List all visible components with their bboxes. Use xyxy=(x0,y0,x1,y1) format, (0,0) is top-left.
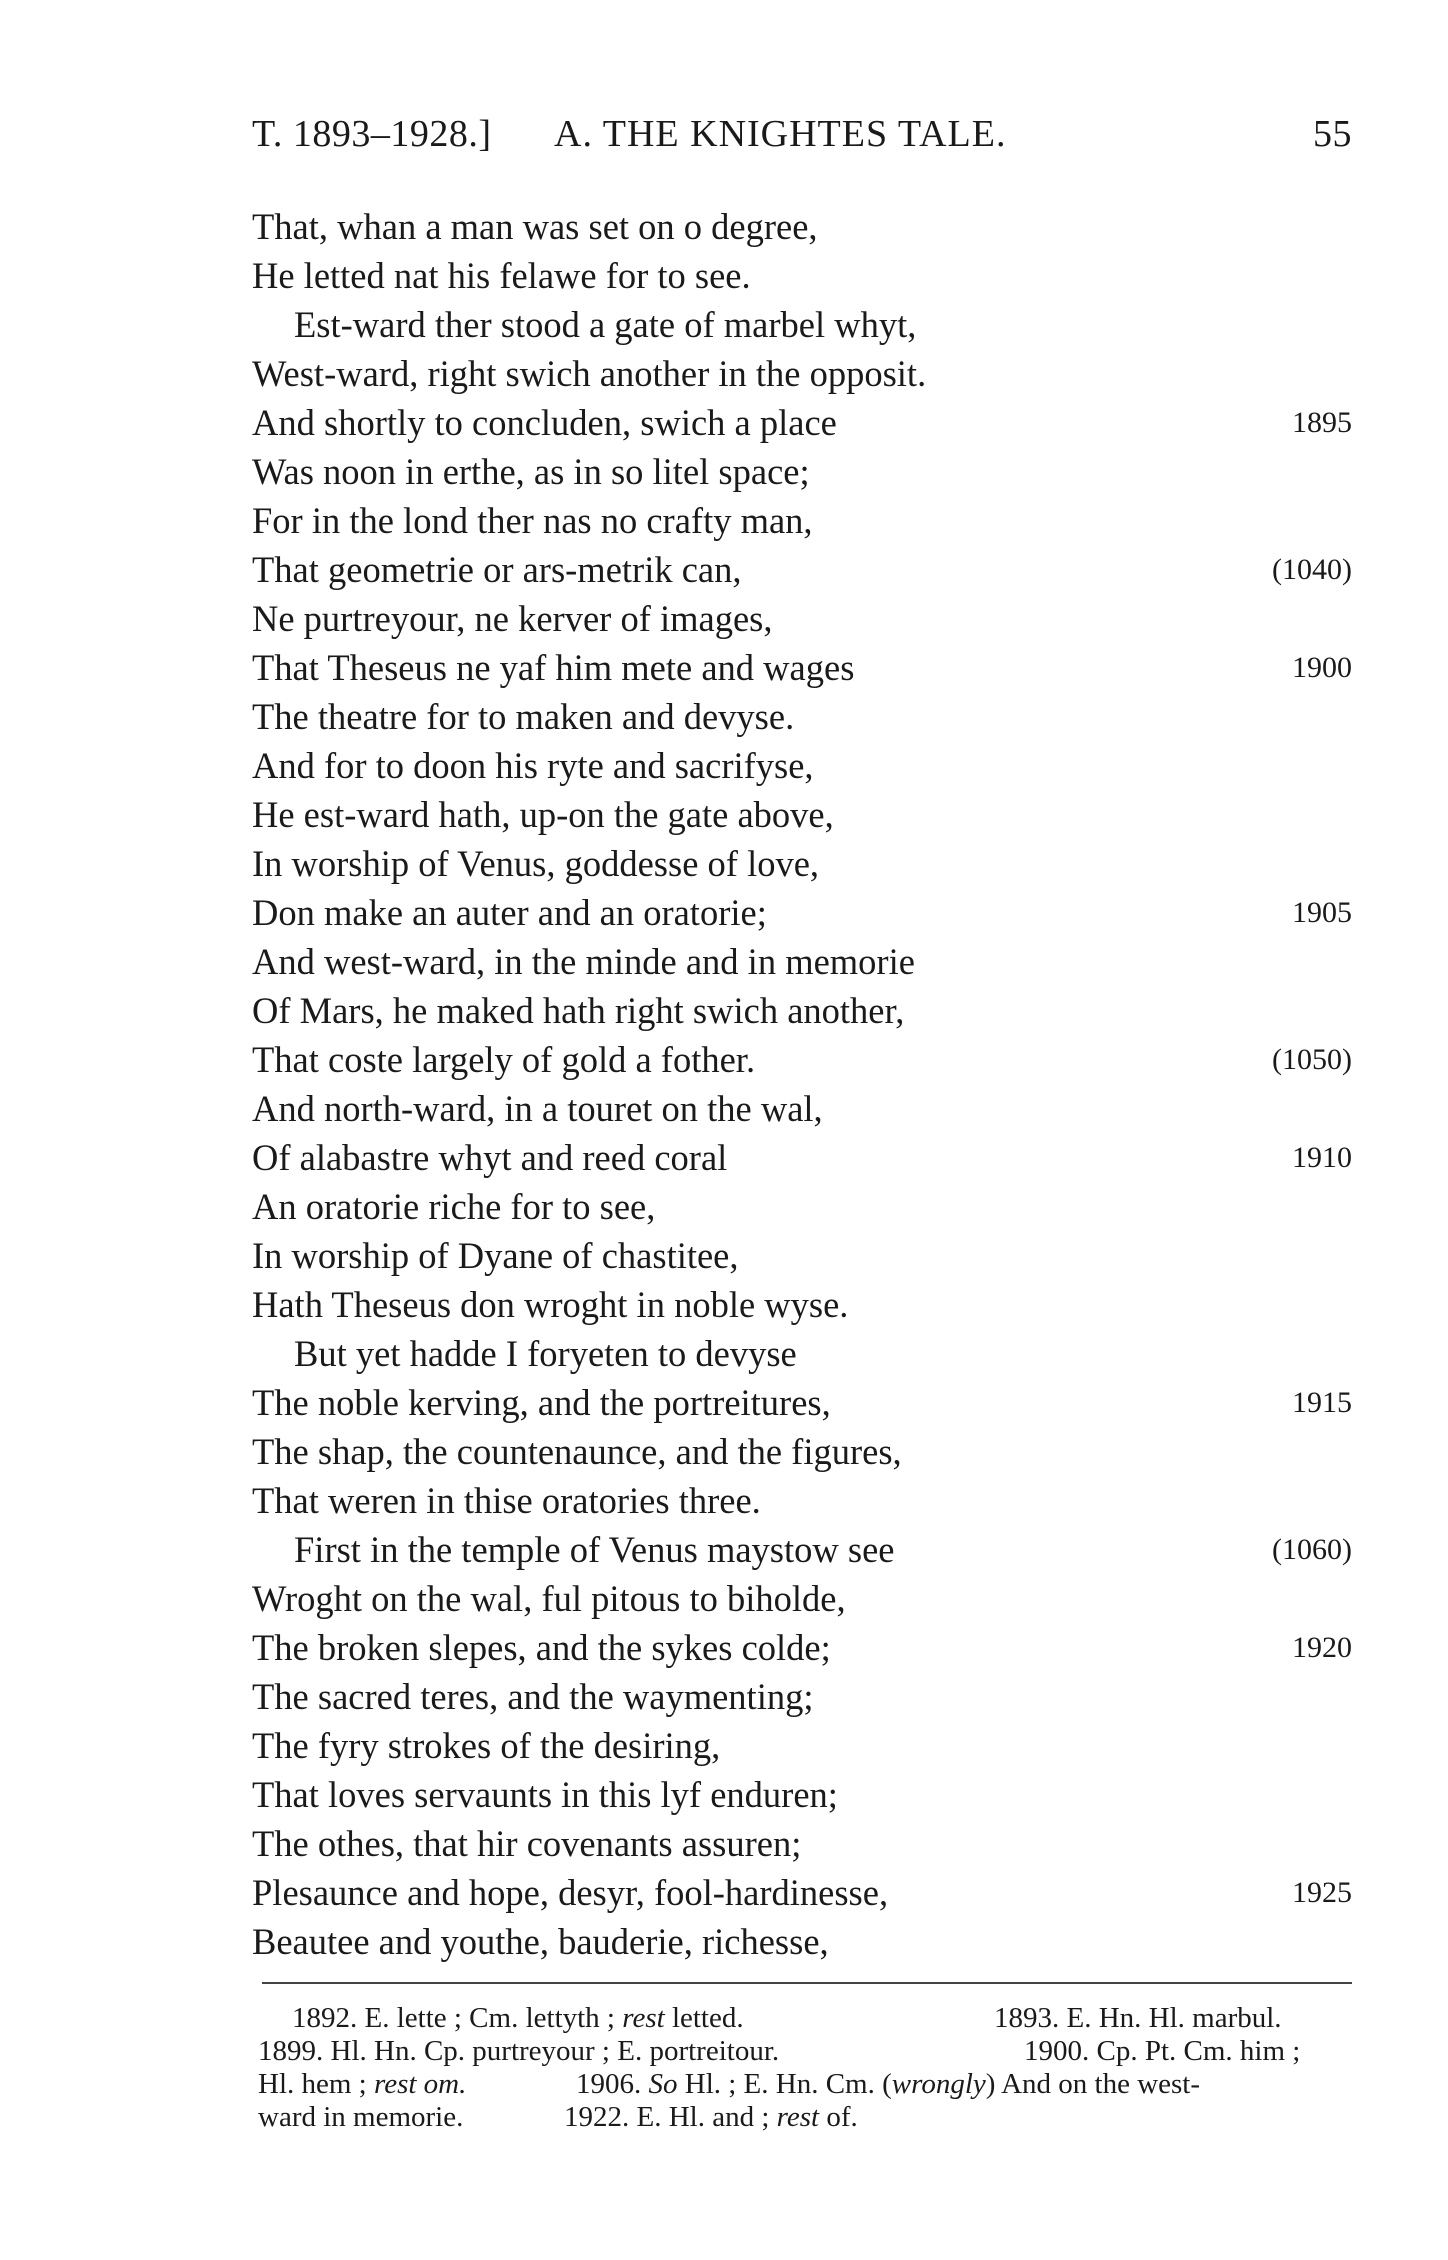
header-title: A. THE KNIGHTES TALE. xyxy=(554,113,1007,155)
verse-line xyxy=(252,692,1352,741)
verse-line xyxy=(252,1280,1352,1329)
verse-text: The sacred teres, and the waymenting; xyxy=(252,1676,814,1717)
verse-line xyxy=(252,398,1352,447)
line-number: (1040) xyxy=(1272,553,1352,586)
verse-line xyxy=(252,1623,1352,1672)
verse-text: And for to doon his ryte and sacrifyse, xyxy=(252,745,814,786)
page-number: 55 xyxy=(1313,113,1352,155)
verse-line xyxy=(252,1378,1352,1427)
line-number: 1905 xyxy=(1292,896,1352,929)
verse-line xyxy=(252,839,1352,888)
verse-text: Of alabastre whyt and reed coral xyxy=(252,1137,728,1178)
verse-line xyxy=(252,1770,1352,1819)
verse-text: Hath Theseus don wroght in noble wyse. xyxy=(252,1284,849,1325)
verse-line xyxy=(252,790,1352,839)
footnotes xyxy=(258,2002,1352,2134)
verse-text: In worship of Venus, goddesse of love, xyxy=(252,843,820,884)
verse-text: And shortly to concluden, swich a place xyxy=(252,402,837,443)
running-header xyxy=(252,112,1352,162)
verse-line xyxy=(252,1231,1352,1280)
footnote-line xyxy=(258,2068,1352,2101)
verse-text: But yet hadde I foryeten to devyse xyxy=(294,1333,797,1374)
verse-line xyxy=(252,447,1352,496)
verse-text: And north-ward, in a touret on the wal, xyxy=(252,1088,823,1129)
verse-line xyxy=(252,300,1352,349)
line-number: 1910 xyxy=(1292,1141,1352,1174)
verse-text: Est-ward ther stood a gate of marbel whyt, xyxy=(294,304,917,345)
verse-line xyxy=(252,937,1352,986)
line-number: 1925 xyxy=(1292,1876,1352,1909)
verse-line xyxy=(252,888,1352,937)
verse-text: An oratorie riche for to see, xyxy=(252,1186,656,1227)
footnote-rule xyxy=(262,1982,1352,1984)
verse-line xyxy=(252,643,1352,692)
verse-text: Don make an auter and an oratorie; xyxy=(252,892,767,933)
poem-text xyxy=(252,202,1352,1966)
verse-line xyxy=(252,1721,1352,1770)
verse-text: He letted nat his felawe for to see. xyxy=(252,255,751,296)
verse-line xyxy=(252,349,1352,398)
verse-text: First in the temple of Venus maystow see xyxy=(294,1529,895,1570)
footnote-line xyxy=(258,2101,1352,2134)
verse-text: That geometrie or ars-metrik can, xyxy=(252,549,742,590)
verse-line xyxy=(252,1672,1352,1721)
verse-line xyxy=(252,594,1352,643)
verse-text: The theatre for to maken and devyse. xyxy=(252,696,795,737)
verse-text: That, whan a man was set on o degree, xyxy=(252,206,818,247)
line-number: 1920 xyxy=(1292,1631,1352,1664)
verse-text: The noble kerving, and the portreitures, xyxy=(252,1382,831,1423)
verse-line xyxy=(252,1035,1352,1084)
verse-line xyxy=(252,496,1352,545)
verse-text: The broken slepes, and the sykes colde; xyxy=(252,1627,831,1668)
verse-text: The othes, that hir covenants assuren; xyxy=(252,1823,802,1864)
verse-line xyxy=(252,1574,1352,1623)
footnote-1899: 1899. Hl. Hn. Cp. purtreyour ; E. portreitour. xyxy=(258,2035,780,2067)
verse-line xyxy=(252,1182,1352,1231)
verse-text: That coste largely of gold a fother. xyxy=(252,1039,756,1080)
verse-text: That Theseus ne yaf him mete and wages xyxy=(252,647,855,688)
verse-text: That weren in thise oratories three. xyxy=(252,1480,761,1521)
line-number: 1900 xyxy=(1292,651,1352,684)
line-number: 1915 xyxy=(1292,1386,1352,1419)
verse-line xyxy=(252,1476,1352,1525)
verse-line xyxy=(252,1133,1352,1182)
line-number: (1050) xyxy=(1272,1043,1352,1076)
verse-text: The shap, the countenaunce, and the figures, xyxy=(252,1431,902,1472)
verse-line xyxy=(252,1819,1352,1868)
verse-line xyxy=(252,1525,1352,1574)
footnote-1906-cont: ward in memorie. xyxy=(258,2101,464,2133)
line-number: 1895 xyxy=(1292,406,1352,439)
verse-line xyxy=(252,741,1352,790)
footnote-1892: 1892. E. lette ; Cm. lettyth ; rest letted. xyxy=(292,2002,744,2034)
verse-line xyxy=(252,1917,1352,1966)
footnote-1893: 1893. E. Hn. Hl. marbul. xyxy=(994,2002,1282,2034)
footnote-1922: 1922. E. Hl. and ; rest of. xyxy=(564,2101,858,2133)
verse-line xyxy=(252,1427,1352,1476)
verse-line xyxy=(252,986,1352,1035)
verse-text: Wroght on the wal, ful pitous to biholde, xyxy=(252,1578,846,1619)
verse-text: Of Mars, he maked hath right swich another, xyxy=(252,990,905,1031)
verse-line xyxy=(252,1329,1352,1378)
footnote-line xyxy=(258,2035,1352,2068)
verse-line xyxy=(252,251,1352,300)
verse-text: Was noon in erthe, as in so litel space; xyxy=(252,451,810,492)
verse-line xyxy=(252,202,1352,251)
verse-line xyxy=(252,1084,1352,1133)
verse-text: Plesaunce and hope, desyr, fool-hardinesse, xyxy=(252,1872,889,1913)
footnote-1900-cont: Hl. hem ; rest om. xyxy=(258,2068,467,2100)
footnote-1906: 1906. So Hl. ; E. Hn. Cm. (wrongly) And on the west- xyxy=(576,2068,1201,2100)
verse-text: West-ward, right swich another in the opposit. xyxy=(252,353,927,394)
footnote-line xyxy=(258,2002,1352,2035)
verse-text: Ne purtreyour, ne kerver of images, xyxy=(252,598,773,639)
verse-text: He est-ward hath, up-on the gate above, xyxy=(252,794,834,835)
verse-text: Beautee and youthe, bauderie, richesse, xyxy=(252,1921,829,1962)
verse-text: For in the lond ther nas no crafty man, xyxy=(252,500,813,541)
verse-line xyxy=(252,1868,1352,1917)
verse-text: The fyry strokes of the desiring, xyxy=(252,1725,721,1766)
verse-text: And west-ward, in the minde and in memorie xyxy=(252,941,915,982)
verse-text: In worship of Dyane of chastitee, xyxy=(252,1235,739,1276)
header-line-range: T. 1893–1928.] xyxy=(252,113,492,155)
verse-text: That loves servaunts in this lyf enduren; xyxy=(252,1774,838,1815)
line-number: (1060) xyxy=(1272,1533,1352,1566)
footnote-1900: 1900. Cp. Pt. Cm. him ; xyxy=(1024,2035,1301,2067)
verse-line xyxy=(252,545,1352,594)
